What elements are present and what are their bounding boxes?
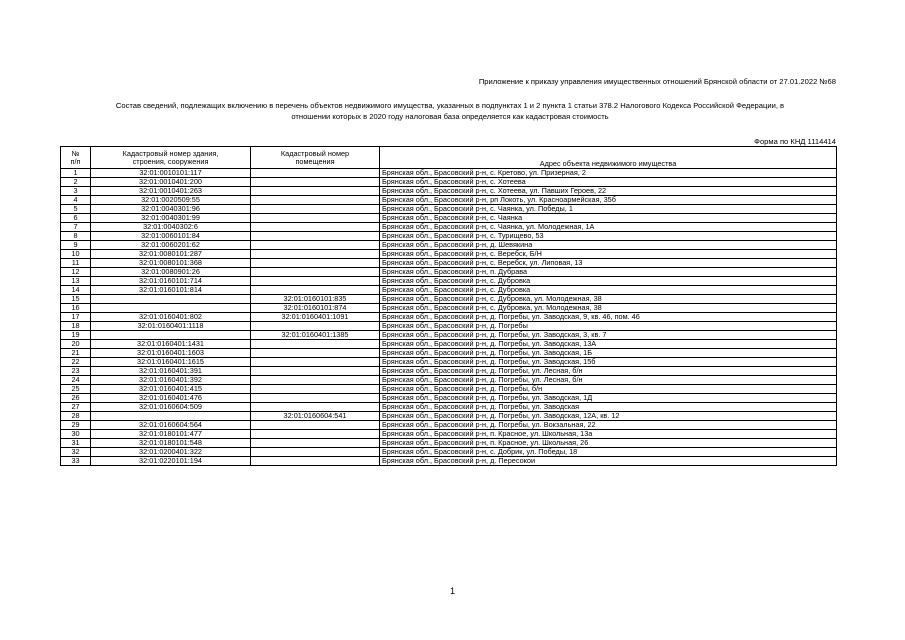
table-row xyxy=(61,412,837,421)
room-cadastral-cell xyxy=(251,367,380,376)
table-row xyxy=(61,178,837,187)
page-number: 1 xyxy=(449,586,455,596)
table-body xyxy=(61,169,837,466)
room-cadastral-cell xyxy=(251,448,380,457)
building-cadastral-cell xyxy=(91,412,251,421)
table-row xyxy=(61,340,837,349)
room-cadastral-cell xyxy=(251,268,380,277)
building-cadastral-cell: 32:01:0160401:802 xyxy=(91,313,251,322)
table-row xyxy=(61,241,837,250)
row-number-cell: 24 xyxy=(61,376,91,385)
row-number-cell: 13 xyxy=(61,277,91,286)
building-cadastral-cell: 32:01:0160401:1603 xyxy=(91,349,251,358)
building-cadastral-cell: 32:01:0080101:368 xyxy=(91,259,251,268)
room-cadastral-cell: 32:01:0160604:541 xyxy=(251,412,380,421)
table-row xyxy=(61,457,837,466)
room-cadastral-cell xyxy=(251,358,380,367)
address-cell: Брянская обл., Брасовский р-н, д. Пересокои xyxy=(380,457,837,466)
address-cell: Брянская обл., Брасовский р-н, с. Турищево, 53 xyxy=(380,232,837,241)
row-number-cell: 4 xyxy=(61,196,91,205)
building-cadastral-cell: 32:01:0010401:263 xyxy=(91,187,251,196)
room-cadastral-cell: 32:01:0160101:835 xyxy=(251,295,380,304)
room-cadastral-cell xyxy=(251,385,380,394)
room-cadastral-cell: 32:01:0160401:1091 xyxy=(251,313,380,322)
row-number-cell: 21 xyxy=(61,349,91,358)
column-header-number-line-1: № xyxy=(71,148,80,158)
table-row xyxy=(61,358,837,367)
building-cadastral-cell: 32:01:0160401:476 xyxy=(91,394,251,403)
room-cadastral-cell xyxy=(251,349,380,358)
row-number-cell: 23 xyxy=(61,367,91,376)
table-row xyxy=(61,205,837,214)
address-cell: Брянская обл., Брасовский р-н, с. Чаянка xyxy=(380,214,837,223)
address-cell: Брянская обл., Брасовский р-н, с. Дубровка, ул. Молодежная, 38 xyxy=(380,295,837,304)
row-number-cell: 1 xyxy=(61,169,91,178)
address-cell: Брянская обл., Брасовский р-н, п. Красное, ул. Школьная, 13а xyxy=(380,430,837,439)
room-cadastral-cell xyxy=(251,196,380,205)
room-cadastral-cell xyxy=(251,439,380,448)
room-cadastral-cell xyxy=(251,169,380,178)
row-number-cell: 12 xyxy=(61,268,91,277)
row-number-cell: 26 xyxy=(61,394,91,403)
row-number-cell: 6 xyxy=(61,214,91,223)
address-cell: Брянская обл., Брасовский р-н, с. Веребск, Б/Н xyxy=(380,250,837,259)
building-cadastral-cell: 32:01:0200401:322 xyxy=(91,448,251,457)
table-row xyxy=(61,313,837,322)
table-row xyxy=(61,223,837,232)
row-number-cell: 20 xyxy=(61,340,91,349)
document-title-line-2: отношении которых в 2020 году налоговая база определяется как кадастровая стоимость xyxy=(291,112,609,121)
row-number-cell: 32 xyxy=(61,448,91,457)
address-cell: Брянская обл., Брасовский р-н, с. Чаянка, ул. Молодежная, 1А xyxy=(380,223,837,232)
table-row xyxy=(61,187,837,196)
table-row xyxy=(61,196,837,205)
column-header-room-cadastral-line-1: Кадастровый номер xyxy=(280,148,350,158)
column-header-building-cadastral xyxy=(91,147,251,169)
table-row xyxy=(61,349,837,358)
building-cadastral-cell: 32:01:0160401:392 xyxy=(91,376,251,385)
address-cell: Брянская обл., Брасовский р-н, д. Погребы, ул. Заводская, 3, кв. 7 xyxy=(380,331,837,340)
building-cadastral-cell: 32:01:0160101:814 xyxy=(91,286,251,295)
table-row xyxy=(61,448,837,457)
building-cadastral-cell xyxy=(91,304,251,313)
room-cadastral-cell xyxy=(251,214,380,223)
row-number-cell: 15 xyxy=(61,295,91,304)
address-cell: Брянская обл., Брасовский р-н, д. Погребы, ул. Заводская, 1Б xyxy=(380,349,837,358)
table-row xyxy=(61,394,837,403)
table-row xyxy=(61,403,837,412)
table-row xyxy=(61,367,837,376)
address-cell: Брянская обл., Брасовский р-н, д. Погребы, ул. Заводская, 13А xyxy=(380,340,837,349)
address-cell: Брянская обл., Брасовский р-н, д. Погребы, ул. Заводская, 9, кв. 46, пом. 46 xyxy=(380,313,837,322)
room-cadastral-cell xyxy=(251,421,380,430)
room-cadastral-cell xyxy=(251,457,380,466)
table-row xyxy=(61,232,837,241)
appendix-note: Приложение к приказу управления имущественных отношений Брянской области от 27.01.2022 №68 xyxy=(478,77,836,86)
address-cell: Брянская обл., Брасовский р-н, с. Кретово, ул. Призерная, 2 xyxy=(380,169,837,178)
building-cadastral-cell: 32:01:0010401:200 xyxy=(91,178,251,187)
table-row xyxy=(61,430,837,439)
room-cadastral-cell xyxy=(251,403,380,412)
room-cadastral-cell xyxy=(251,340,380,349)
address-cell: Брянская обл., Брасовский р-н, д. Шевякина xyxy=(380,241,837,250)
building-cadastral-cell: 32:01:0160604:509 xyxy=(91,403,251,412)
row-number-cell: 31 xyxy=(61,439,91,448)
room-cadastral-cell xyxy=(251,241,380,250)
table-header-row xyxy=(61,147,837,169)
building-cadastral-cell: 32:01:0010101:117 xyxy=(91,169,251,178)
building-cadastral-cell: 32:01:0160401:1118 xyxy=(91,322,251,331)
column-header-number xyxy=(61,147,91,169)
building-cadastral-cell: 32:01:0160401:1615 xyxy=(91,358,251,367)
address-cell: Брянская обл., Брасовский р-н, с. Чаянка, ул. Победы, 1 xyxy=(380,205,837,214)
table-row xyxy=(61,259,837,268)
building-cadastral-cell: 32:01:0060101:84 xyxy=(91,232,251,241)
row-number-cell: 9 xyxy=(61,241,91,250)
address-cell: Брянская обл., Брасовский р-н, с. Веребск, ул. Липовая, 13 xyxy=(380,259,837,268)
row-number-cell: 5 xyxy=(61,205,91,214)
building-cadastral-cell: 32:01:0080101:287 xyxy=(91,250,251,259)
room-cadastral-cell xyxy=(251,187,380,196)
property-table xyxy=(60,146,837,466)
address-cell: Брянская обл., Брасовский р-н, с. Дубровка xyxy=(380,286,837,295)
table-row xyxy=(61,385,837,394)
building-cadastral-cell: 32:01:0160401:391 xyxy=(91,367,251,376)
table-row xyxy=(61,421,837,430)
column-header-number-line-2: п/п xyxy=(70,156,81,166)
building-cadastral-cell: 32:01:0180101:548 xyxy=(91,439,251,448)
row-number-cell: 30 xyxy=(61,430,91,439)
address-cell: Брянская обл., Брасовский р-н, с. Хотеева, ул. Павших Героев, 22 xyxy=(380,187,837,196)
address-cell: Брянская обл., Брасовский р-н, д. Погребы, ул. Лесная, б/н xyxy=(380,367,837,376)
address-cell: Брянская обл., Брасовский р-н, с. Хотеева xyxy=(380,178,837,187)
building-cadastral-cell xyxy=(91,331,251,340)
table-row xyxy=(61,268,837,277)
row-number-cell: 8 xyxy=(61,232,91,241)
building-cadastral-cell: 32:01:0060201:62 xyxy=(91,241,251,250)
row-number-cell: 33 xyxy=(61,457,91,466)
room-cadastral-cell: 32:01:0160101:874 xyxy=(251,304,380,313)
building-cadastral-cell: 32:01:0020509:55 xyxy=(91,196,251,205)
row-number-cell: 11 xyxy=(61,259,91,268)
document-title xyxy=(60,100,840,122)
column-header-building-cadastral-line-1: Кадастровый номер здания, xyxy=(122,148,219,158)
room-cadastral-cell xyxy=(251,430,380,439)
building-cadastral-cell: 32:01:0040302:6 xyxy=(91,223,251,232)
row-number-cell: 22 xyxy=(61,358,91,367)
address-cell: Брянская обл., Брасовский р-н, д. Погребы, ул. Заводская, 15б xyxy=(380,358,837,367)
table-row xyxy=(61,295,837,304)
table-row xyxy=(61,169,837,178)
row-number-cell: 18 xyxy=(61,322,91,331)
row-number-cell: 17 xyxy=(61,313,91,322)
address-cell: Брянская обл., Брасовский р-н, д. Погребы, б/н xyxy=(380,385,837,394)
building-cadastral-cell xyxy=(91,295,251,304)
table-row xyxy=(61,331,837,340)
address-cell: Брянская обл., Брасовский р-н, д. Погребы, ул. Вокзальная, 22 xyxy=(380,421,837,430)
room-cadastral-cell xyxy=(251,394,380,403)
room-cadastral-cell xyxy=(251,232,380,241)
address-cell: Брянская обл., Брасовский р-н, с. Дубровка, ул. Молодежная, 38 xyxy=(380,304,837,313)
building-cadastral-cell: 32:01:0180101:477 xyxy=(91,430,251,439)
row-number-cell: 29 xyxy=(61,421,91,430)
address-cell: Брянская обл., Брасовский р-н, п. Красное, ул. Школьная, 26 xyxy=(380,439,837,448)
row-number-cell: 10 xyxy=(61,250,91,259)
room-cadastral-cell xyxy=(251,205,380,214)
address-cell: Брянская обл., Брасовский р-н, с. Дубровка xyxy=(380,277,837,286)
building-cadastral-cell: 32:01:0040301:96 xyxy=(91,205,251,214)
form-code: Форма по КНД 1114414 xyxy=(754,137,836,146)
table-row xyxy=(61,322,837,331)
document-title-line-1: Состав сведений, подлежащих включению в перечень объектов недвижимого имущества, указанных в подпунктах 1 и 2 пункта 1 статьи 378.2 Налогового Кодекса Российской Федерации, в xyxy=(115,101,785,110)
room-cadastral-cell xyxy=(251,286,380,295)
column-header-room-cadastral xyxy=(251,147,380,169)
building-cadastral-cell: 32:01:0160604:564 xyxy=(91,421,251,430)
building-cadastral-cell: 32:01:0040301:99 xyxy=(91,214,251,223)
address-cell: Брянская обл., Брасовский р-н, рп Локоть, ул. Красноармейская, 35б xyxy=(380,196,837,205)
room-cadastral-cell xyxy=(251,178,380,187)
room-cadastral-cell xyxy=(251,322,380,331)
row-number-cell: 2 xyxy=(61,178,91,187)
column-header-room-cadastral-line-2: помещения xyxy=(295,156,335,166)
row-number-cell: 19 xyxy=(61,331,91,340)
building-cadastral-cell: 32:01:0160401:1431 xyxy=(91,340,251,349)
room-cadastral-cell xyxy=(251,259,380,268)
room-cadastral-cell xyxy=(251,376,380,385)
row-number-cell: 25 xyxy=(61,385,91,394)
address-cell: Брянская обл., Брасовский р-н, п. Дубрава xyxy=(380,268,837,277)
table-row xyxy=(61,376,837,385)
room-cadastral-cell xyxy=(251,277,380,286)
row-number-cell: 27 xyxy=(61,403,91,412)
address-cell: Брянская обл., Брасовский р-н, д. Погребы, ул. Лесная, б/н xyxy=(380,376,837,385)
row-number-cell: 3 xyxy=(61,187,91,196)
room-cadastral-cell xyxy=(251,223,380,232)
building-cadastral-cell: 32:01:0220101:194 xyxy=(91,457,251,466)
table-row xyxy=(61,250,837,259)
column-header-building-cadastral-line-2: строения, сооружения xyxy=(132,156,209,166)
address-cell: Брянская обл., Брасовский р-н, д. Погребы xyxy=(380,322,837,331)
column-header-address: Адрес объекта недвижимого имущества xyxy=(380,147,837,169)
room-cadastral-cell: 32:01:0160401:1385 xyxy=(251,331,380,340)
row-number-cell: 28 xyxy=(61,412,91,421)
building-cadastral-cell: 32:01:0160101:714 xyxy=(91,277,251,286)
table-row xyxy=(61,286,837,295)
table-row xyxy=(61,439,837,448)
table-row xyxy=(61,214,837,223)
row-number-cell: 7 xyxy=(61,223,91,232)
row-number-cell: 16 xyxy=(61,304,91,313)
table-row xyxy=(61,277,837,286)
room-cadastral-cell xyxy=(251,250,380,259)
address-cell: Брянская обл., Брасовский р-н, д. Погребы, ул. Заводская, 12А, кв. 12 xyxy=(380,412,837,421)
building-cadastral-cell: 32:01:0080901:26 xyxy=(91,268,251,277)
table-row xyxy=(61,304,837,313)
row-number-cell: 14 xyxy=(61,286,91,295)
address-cell: Брянская обл., Брасовский р-н, с. Добрик, ул. Победы, 18 xyxy=(380,448,837,457)
building-cadastral-cell: 32:01:0160401:415 xyxy=(91,385,251,394)
address-cell: Брянская обл., Брасовский р-н, д. Погребы, ул. Заводская, 1Д xyxy=(380,394,837,403)
address-cell: Брянская обл., Брасовский р-н, д. Погребы, ул. Заводская xyxy=(380,403,837,412)
